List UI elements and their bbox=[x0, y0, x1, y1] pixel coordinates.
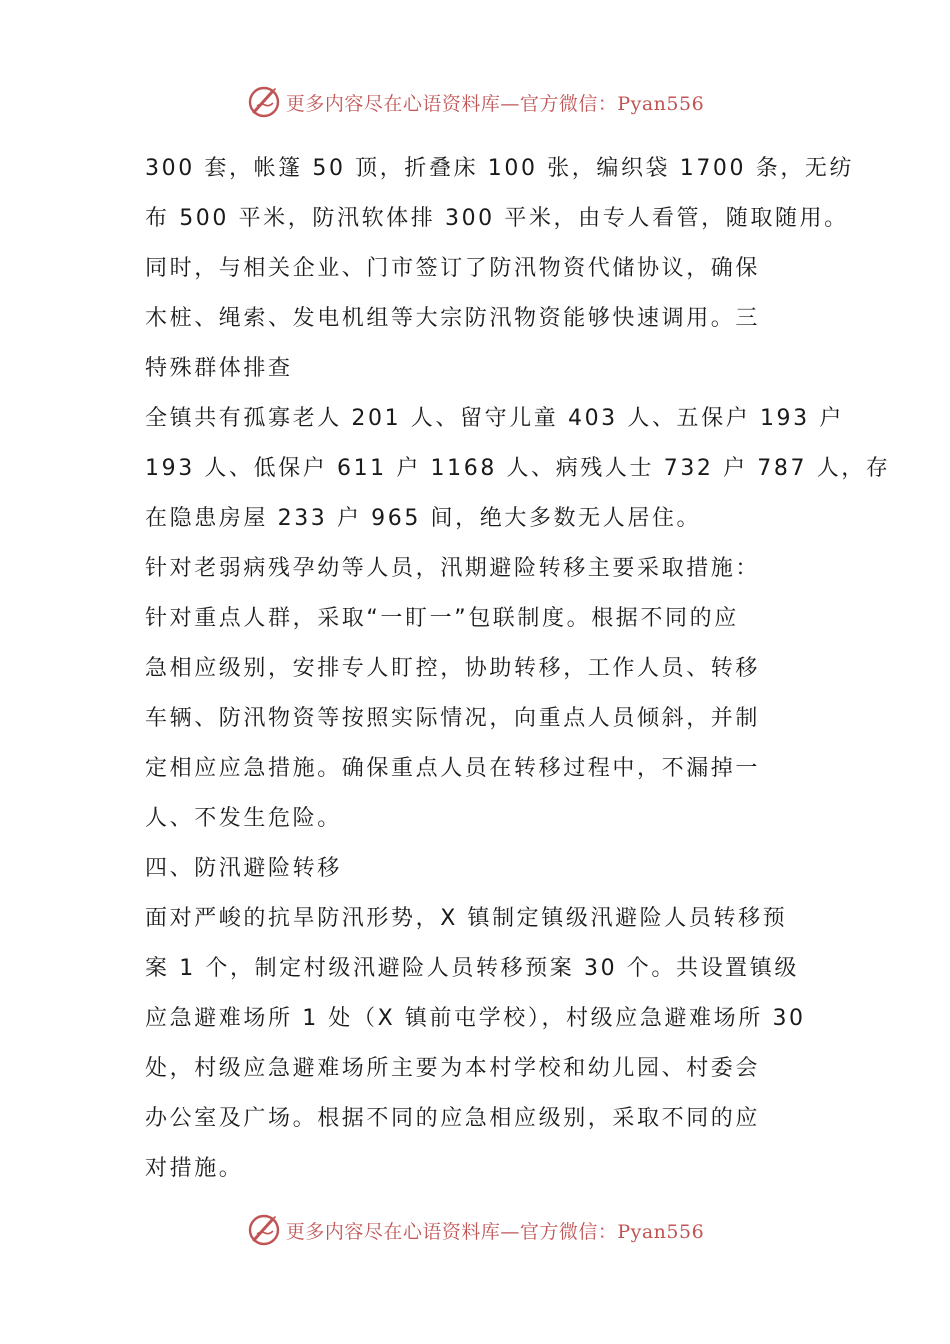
header-watermark bbox=[0, 82, 950, 122]
text-line: 急相应级别，安排专人盯控，协助转移，工作人员、转移 bbox=[145, 656, 761, 681]
text-line: 人、不发生危险。 bbox=[145, 806, 342, 831]
text-line: 193 人、低保户 611 户 1168 人、病残人士 732 户 787 人，存 bbox=[145, 456, 891, 481]
text-line: 布 500 平米，防汛软体排 300 平米，由专人看管，随取随用。 bbox=[145, 206, 849, 231]
section-heading: 四、防汛避险转移 bbox=[145, 856, 342, 881]
text-line: 全镇共有孤寡老人 201 人、留守儿童 403 人、五保户 193 户 bbox=[145, 406, 844, 431]
text-line: 针对重点人群，采取“一盯一”包联制度。根据不同的应 bbox=[145, 606, 739, 631]
document-body bbox=[145, 144, 891, 1194]
text-line: 木桩、绳索、发电机组等大宗防汛物资能够快速调用。三 bbox=[145, 306, 761, 331]
text-line: 定相应应急措施。确保重点人员在转移过程中，不漏掉一 bbox=[145, 756, 761, 781]
text-line: 处，村级应急避难场所主要为本村学校和幼儿园、村委会 bbox=[145, 1056, 761, 1081]
header-watermark-text: 更多内容尽在心语资料库—官方微信：Pyan556 bbox=[285, 92, 705, 115]
section-heading: 特殊群体排查 bbox=[145, 356, 293, 381]
text-line: 面对严峻的抗旱防汛形势，X 镇制定镇级汛避险人员转移预 bbox=[145, 906, 788, 931]
footer-watermark bbox=[0, 1210, 950, 1250]
text-line: 针对老弱病残孕幼等人员，汛期避险转移主要采取措施： bbox=[145, 556, 761, 581]
pen-logo-icon bbox=[246, 1212, 282, 1248]
text-line: 在隐患房屋 233 户 965 间，绝大多数无人居住。 bbox=[145, 506, 702, 531]
pen-logo-icon bbox=[246, 84, 282, 120]
text-line: 对措施。 bbox=[145, 1156, 244, 1181]
text-line: 300 套，帐篷 50 顶，折叠床 100 张，编织袋 1700 条，无纺 bbox=[145, 156, 855, 181]
text-line: 应急避难场所 1 处（X 镇前屯学校），村级应急避难场所 30 bbox=[145, 1006, 806, 1031]
text-line: 同时，与相关企业、门市签订了防汛物资代储协议，确保 bbox=[145, 256, 761, 281]
footer-watermark-text: 更多内容尽在心语资料库—官方微信：Pyan556 bbox=[285, 1220, 705, 1243]
text-line: 案 1 个，制定村级汛避险人员转移预案 30 个。共设置镇级 bbox=[145, 956, 799, 981]
text-line: 车辆、防汛物资等按照实际情况，向重点人员倾斜，并制 bbox=[145, 706, 761, 731]
text-line: 办公室及广场。根据不同的应急相应级别，采取不同的应 bbox=[145, 1106, 761, 1131]
